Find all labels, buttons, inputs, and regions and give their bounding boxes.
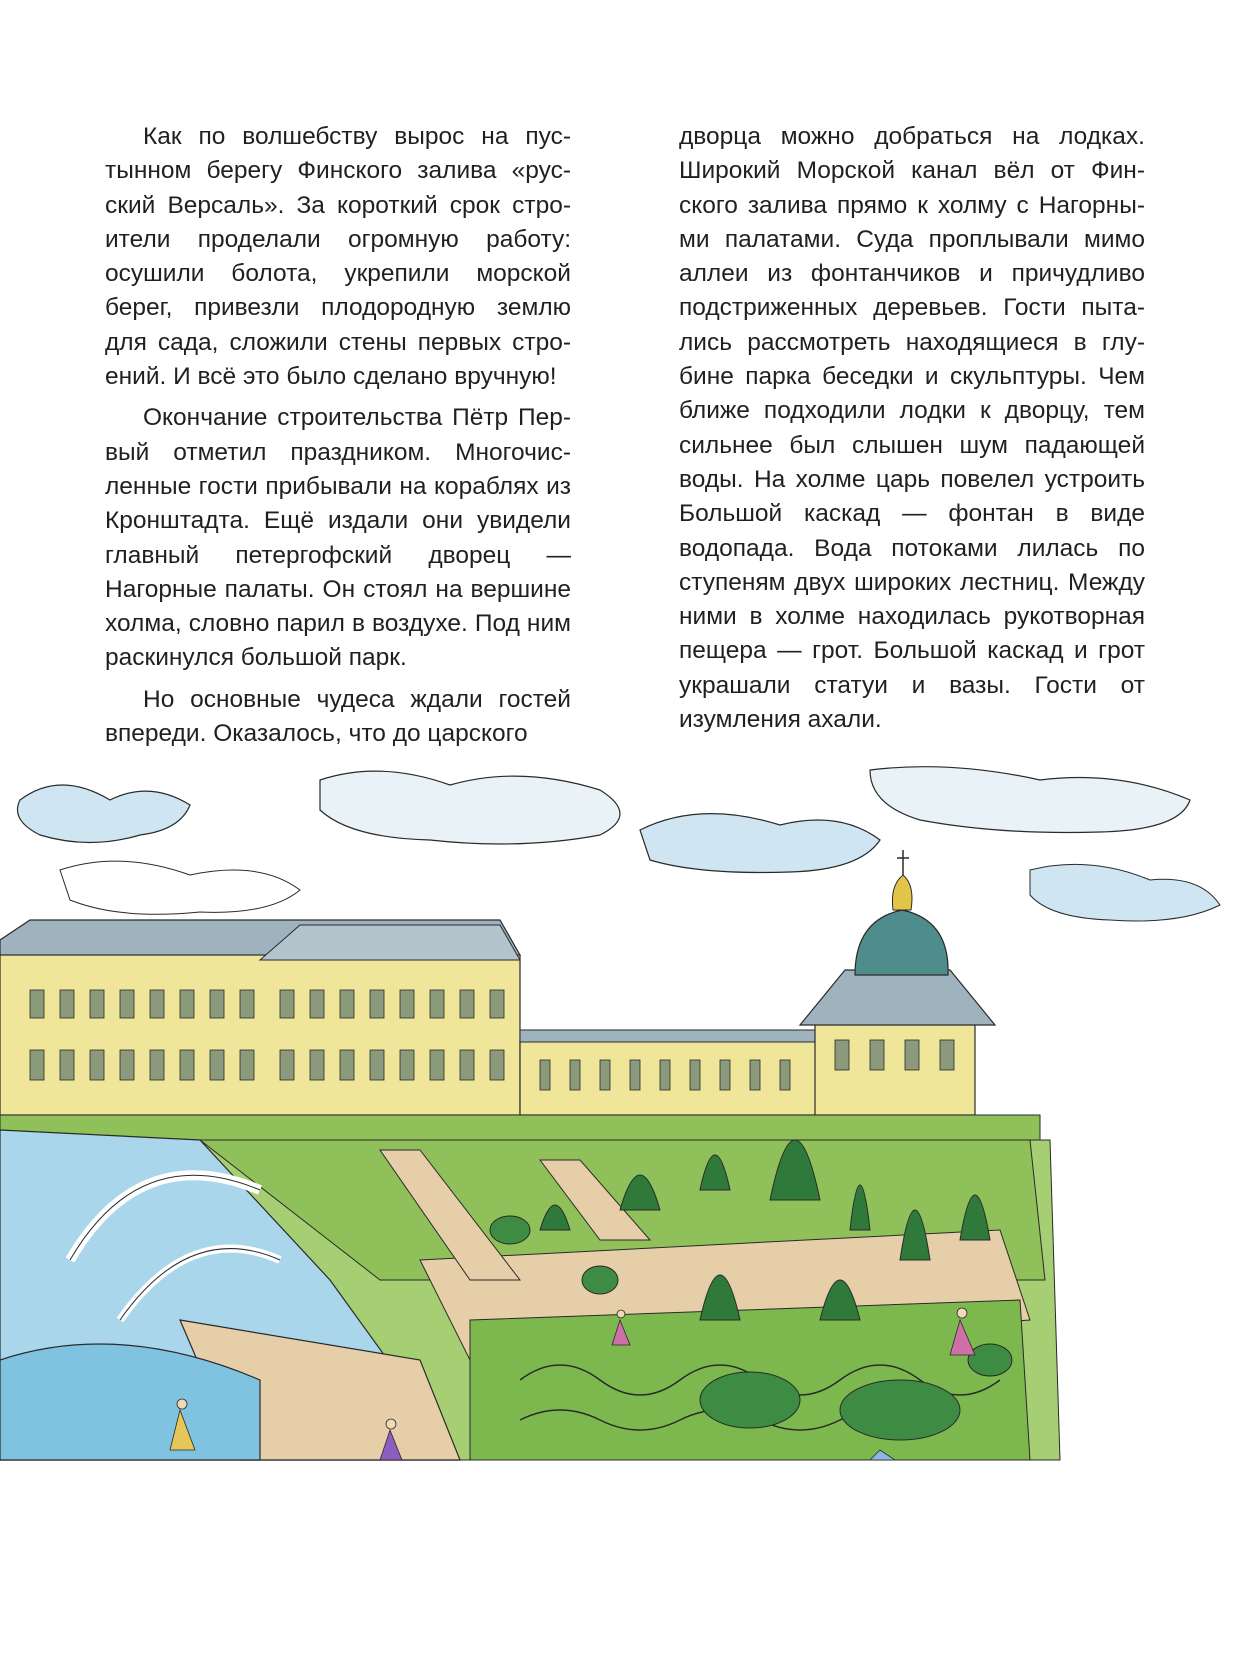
left-column — [105, 120, 571, 758]
palace-facade — [0, 955, 520, 1115]
text-columns — [105, 120, 1145, 758]
paragraph: Окончание строительства Пётр Первый отметил праздником. Многочисленные гости прибывали на кораблях из Кронштадта. Ещё издали они увидели главный петергофский дворец — Нагорные палаты. Он стоял на вершине холма, словно парил в воздухе. Под ним раскинулся большой парк. — [105, 404, 571, 672]
cloud — [640, 814, 880, 873]
peterhof-illustration — [0, 760, 1244, 1657]
paragraph: Как по волшебству вырос на пустынном берегу Финского залива «русский Версаль». За короткий срок строители проделали огромную работу: осушили болота, укрепили морской берег, привезли плодородную землю для сада, сложили стены первых строений. И всё это было сделано вручную! — [105, 123, 571, 391]
paragraph: дворца можно добраться на лодках. Широкий Морской канал вёл от Финского залива прямо к холму с Нагорными палатами. Суда проплывали мимо аллеи из фонтанчиков и причудливо подстриженных деревьев. Гости пытались рассмотреть находящиеся в глубине парка беседки и скульптуры. Чем ближе подходили лодки к дворцу, тем сильнее был слышен шум падающей воды. На холме царь повелел устроить Большой каскад — фонтан в виде водопада. Вода потоками лилась по ступеням двух широких лестниц. Между ними в холме находилась рукотворная пещера — грот. Большой каскад и грот украшали статуи и вазы. Гости от изумления ахали. — [679, 123, 1145, 734]
palace-roof — [260, 925, 520, 960]
palace-gallery-roof — [520, 1030, 820, 1042]
right-column — [679, 120, 1145, 758]
paragraph: Но основные чудеса ждали гостей впереди. Оказалось, что до царского — [105, 685, 571, 748]
upper-terrace — [0, 1115, 1040, 1140]
